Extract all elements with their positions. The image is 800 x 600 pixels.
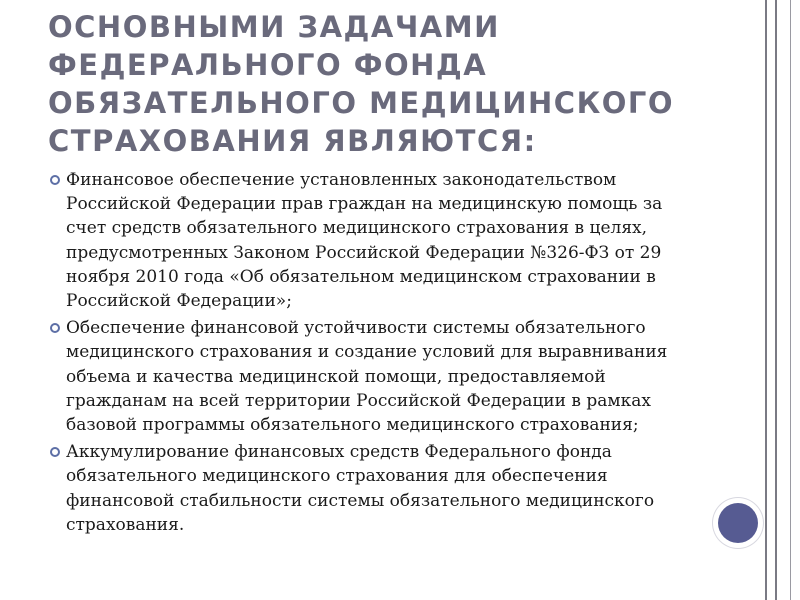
bullet-item-accumulation [50, 440, 740, 537]
bullet-text-line: предусмотренных Законом Российской Федерации №326-ФЗ от 29 [66, 242, 662, 263]
edge-stripe [765, 0, 767, 600]
bullet-text-line: финансовой стабильности системы обязательного медицинского [66, 490, 655, 511]
slide-title [48, 8, 748, 160]
bullet-icon [50, 175, 60, 185]
bullet-text-line: обязательного медицинского страхования для обеспечения [66, 466, 608, 487]
bullet-text-line: Аккумулирование финансовых средств Федерального фонда [66, 442, 612, 463]
bullet-text-line: объема и качества медицинской помощи, предоставляемой [66, 366, 606, 387]
corner-circle-fill [718, 503, 758, 543]
bullet-text-line: гражданам на всей территории Российской Федерации в рамках [66, 390, 651, 411]
bullet-text-line: Российской Федерации прав граждан на медицинскую помощь за [66, 194, 663, 215]
bullet-item-financing [50, 168, 740, 313]
bullet-text-line: Российской Федерации»; [66, 291, 292, 312]
bullet-text-line: медицинского страхования и создание условий для выравнивания [66, 342, 668, 363]
bullet-item-stability [50, 316, 740, 437]
corner-circle-icon [713, 498, 763, 548]
title-line: ОБЯЗАТЕЛЬНОГО МЕДИЦИНСКОГО [48, 86, 675, 120]
bullet-text-line: счет средств обязательного медицинского страхования в целях, [66, 218, 648, 239]
bullet-text-line: Обеспечение финансовой устойчивости системы обязательного [66, 318, 646, 339]
bullet-icon [50, 323, 60, 333]
bullet-icon [50, 447, 60, 457]
bullet-text-line: страхования. [66, 514, 185, 535]
bullet-text-line: ноября 2010 года «Об обязательном медицинском страховании в [66, 266, 656, 287]
edge-stripe [790, 0, 791, 600]
title-line: СТРАХОВАНИЯ ЯВЛЯЮТСЯ: [48, 124, 537, 158]
bullet-text-line: Финансовое обеспечение установленных законодательством [66, 170, 617, 190]
bullet-text-line: базовой программы обязательного медицинского страхования; [66, 415, 639, 436]
title-line: ОСНОВНЫМИ ЗАДАЧАМИ [48, 10, 500, 44]
edge-stripe [775, 0, 777, 600]
title-line: ФЕДЕРАЛЬНОГО ФОНДА [48, 48, 488, 82]
bullet-list [50, 168, 740, 540]
